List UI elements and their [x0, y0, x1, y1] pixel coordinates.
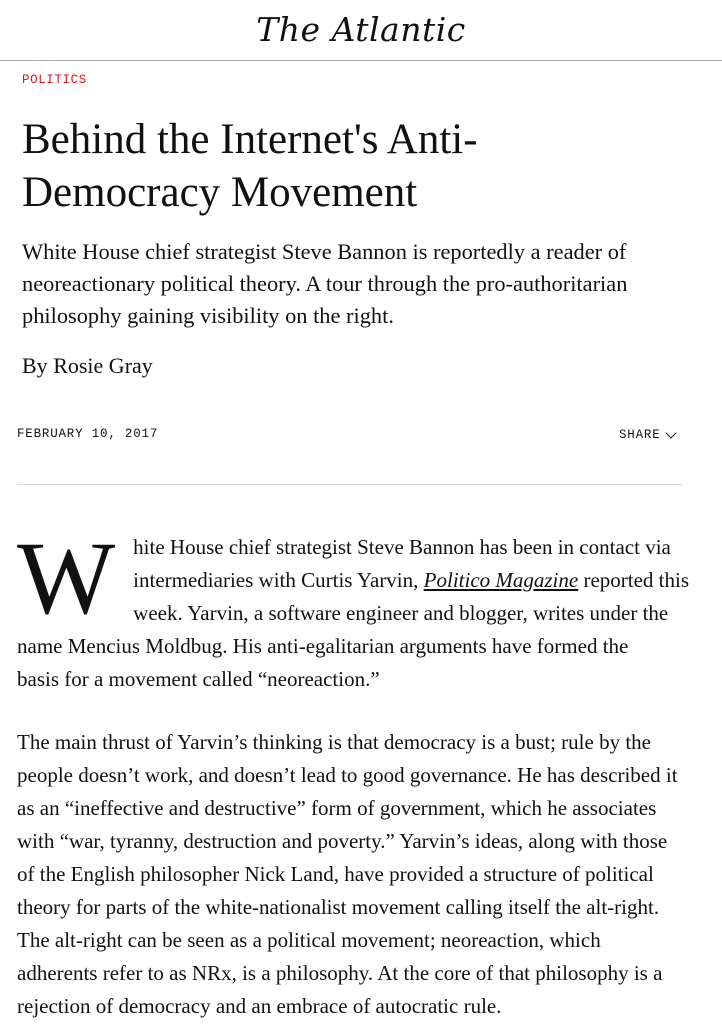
paragraph-line: adherents refer to as NRx, is a philosophy. At the core of that philosophy is a [17, 961, 663, 985]
paragraph-line: rejection of democracy and an embrace of autocratic rule. [17, 994, 502, 1018]
headline-line: Democracy Movement [22, 169, 418, 216]
paragraph-line: week. Yarvin, a software engineer and blogger, writes under the [133, 601, 669, 625]
paragraph-line: as an “ineffective and destructive” form of government, which he associates [17, 796, 657, 820]
share-button[interactable] [619, 428, 675, 442]
article-dek [22, 236, 682, 332]
text-segment: intermediaries with Curtis Yarvin, [133, 568, 424, 592]
article-headline [22, 113, 662, 219]
byline [22, 350, 153, 382]
drop-cap: W [17, 521, 116, 636]
paragraph-line [17, 564, 690, 597]
article-paragraph [17, 521, 690, 696]
text-segment: reported this [578, 568, 690, 592]
publish-date: FEBRUARY 10, 2017 [17, 427, 159, 441]
paragraph-line: hite House chief strategist Steve Bannon has been in contact via [133, 535, 671, 559]
paragraph-line: basis for a movement called “neoreaction.” [17, 667, 380, 691]
article-paragraph [17, 726, 682, 1023]
paragraph-line: The main thrust of Yarvin’s thinking is that democracy is a bust; rule by the [17, 730, 651, 754]
paragraph-line: of the English philosopher Nick Land, have provided a structure of political [17, 862, 654, 886]
headline-line: Behind the Internet's Anti- [22, 116, 478, 163]
chevron-down-icon [665, 427, 676, 438]
divider [17, 484, 682, 485]
dek-line: neoreactionary political theory. A tour through the pro-authoritarian [22, 271, 628, 296]
paragraph-line: The alt-right can be seen as a political movement; neoreaction, which [17, 928, 601, 952]
politico-magazine-link[interactable]: Politico Magazine [423, 568, 579, 592]
paragraph-line: with “war, tyranny, destruction and poverty.” Yarvin’s ideas, along with those [17, 829, 668, 853]
dek-line: philosophy gaining visibility on the right. [22, 303, 394, 328]
paragraph-line: people doesn’t work, and doesn’t lead to good governance. He has described it [17, 763, 678, 787]
share-label: SHARE [619, 428, 661, 442]
masthead [0, 0, 722, 61]
paragraph-line: theory for parts of the white-nationalist movement calling itself the alt-right. [17, 895, 660, 919]
category-label[interactable]: POLITICS [22, 73, 87, 87]
author-link[interactable]: Rosie Gray [53, 353, 153, 378]
paragraph-line: name Mencius Moldbug. His anti-egalitarian arguments have formed the [17, 634, 629, 658]
dek-line: White House chief strategist Steve Bannon is reportedly a reader of [22, 239, 627, 264]
byline-prefix: By [22, 353, 48, 378]
site-logo[interactable]: The Atlantic [256, 10, 466, 49]
